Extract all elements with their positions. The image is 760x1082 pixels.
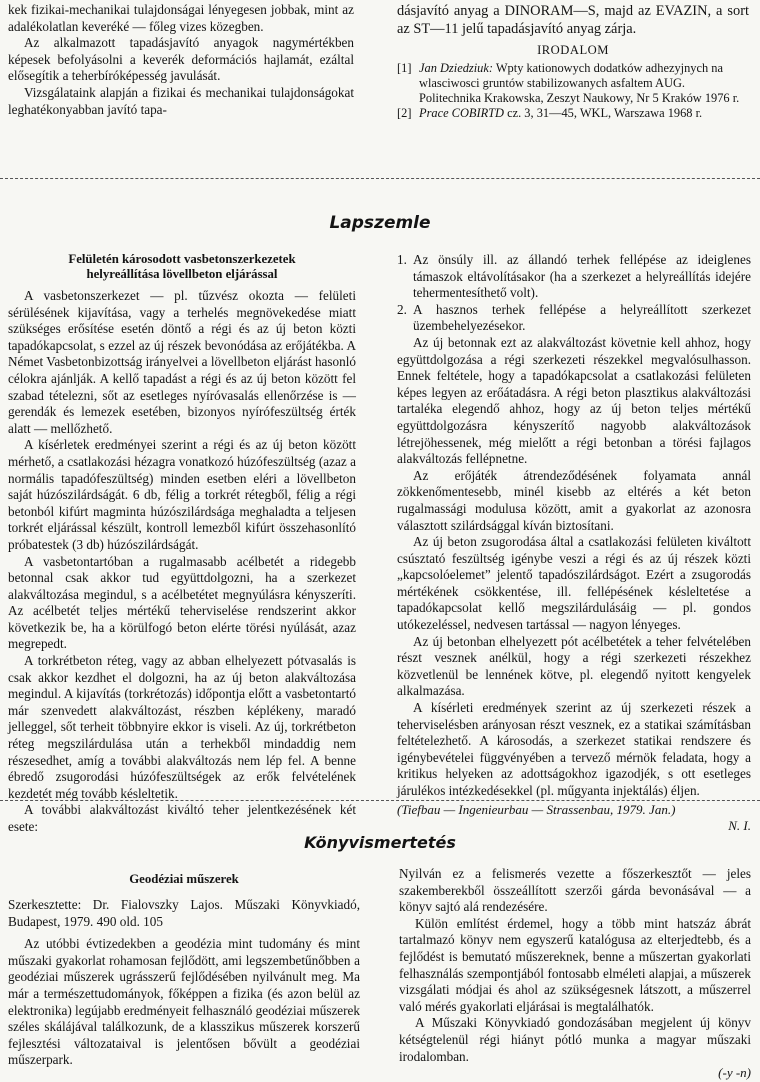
top-left-paragraph: Az alkalmazott tapadásjavító anyagok nagymértékben képesek befolyásolni a keverék deformációs hajlamát, ezáltal elősegítik a teherbíróképesség javulását. (8, 35, 354, 84)
top-left-column (8, 2, 354, 118)
lapszemle-paragraph: Az új betonban elhelyezett pót acélbetétek a teher felvételében részt vesznek anélkül, hogy a régi szerkezeti részekhez közvetlenül be lennének kötve, pl. elegendő nyitott kengyelek alkalmazása. (397, 633, 751, 699)
konyv-paragraph: Az utóbbi évtizedekben a geodézia mint tudomány és mint műszaki gyakorlat rohamosan fejlődött, ami legszembetűnőbben a geodéziai műszerek ugrásszerű fejlődésében nyilvánult meg. Ma már a természettudományok, főképpen a fizika (és azon belül az elektronika) legújabb eredményeit felhasználó geodéziai műszerek széles skálájával találkozunk, de a klasszikus műszerek korszerű fejlesztési változataival is jelentősen bővült a geodéziai műszerpark. (8, 936, 360, 1068)
article-source: (Tiefbau — Ingenieurbau — Strassenbau, 1979. Jan.) (397, 801, 676, 817)
list-item (397, 302, 751, 335)
konyv-paragraph: Külön említést érdemel, hogy a több mint hatszáz ábrát tartalmazó könyv nem egyszerű katalógusa az elterjedtebb, és a fejlődést is bemutató műszereknek, benne a műszertan gyakorlati felhasználás szempontjából fontosabb elméleti alapjai, a műszerek vizsgálati módjai és ahol az szükségesnek látszott, a műszerrel való mérés gyakorlati eljárásai is megtalálhatók. (399, 915, 751, 1014)
section-title-konyvismertetes: Könyvismertetés (304, 833, 456, 852)
lapszemle-paragraph: Az új beton zsugorodása által a csatlakozási felületen kiváltott csúsztató feszültség igénybe veszi a régi és az új részek közti „kapcsolóelemet” jelentő tapadószilárdságot. Ezért a zsugorodás mértékének csökkentése, ill. fellépésének késleltetése a tapadókapcsolat kellő megszilárdulásáig — pl. gondos utókezeléssel, nedvesen tartással — nagyon lényeges. (397, 534, 751, 633)
lapszemle-paragraph: A vasbetontartóban a rugalmasabb acélbetét a ridegebb betonnal csak akkor tud együttdolgozni, ha a szerkezet alakváltozása megindul, s a acélbetétet megnyúlásra kényszeríti. Az acélbetét teljes mértékű teherviselése rendszerint akkor következik be, ha a körülfogó beton elérte törési nyúlását, azaz megrepedt. (8, 553, 356, 652)
reference-text: cz. 3, 31—45, WKL, Warszawa 1968 r. (507, 106, 703, 121)
references-heading: IRODALOM (537, 43, 609, 57)
konyv-paragraph: A Műszaki Könyvkiadó gondozásában megjelent új könyv kétségtelenül régi hiányt pótló munka a magyar műszaki irodalomban. (399, 1015, 751, 1064)
top-left-paragraph: kek fizikai-mechanikai tulajdonságai lényegesen jobbak, mint az adalékolatlan keveréké — főleg vizes közegben. (8, 2, 354, 34)
list-text: A hasznos terhek fellépése a helyreállított szerkezet üzembehelyezésekor. (413, 301, 751, 334)
article-title-line: helyreállítása lövellbeton eljárással (86, 267, 278, 281)
list-number: 1. (397, 252, 407, 267)
konyv-left-column (8, 872, 360, 1069)
book-details: Szerkesztette: Dr. Fialovszky Lajos. Műszaki Könyvkiadó, Budapest, 1979. 490 old. 105 (8, 897, 360, 929)
reference-author: Jan Dziedziuk: (419, 60, 493, 75)
lapszemle-left-column (8, 252, 356, 836)
article-signature: N. I. (728, 818, 751, 834)
reference-author: Prace COBIRTD (419, 106, 504, 121)
reference-text: Wpty kationowych dodatków adhezyjnych na wlasciwosci gruntów stabilizowanych asfaltem AUG. Politechnika Krakowska, Zeszyt Naukowy, Nr 5 Kraków 1976 r. (419, 60, 740, 105)
lapszemle-paragraph: Az erőjáték átrendeződésének folyamata annál zökkenőmentesebb, minél kisebb az eltérés a két beton rugalmassági modulusa között, amit a gyakorlat az azonosra választott szilárdsággal kíván biztosítani. (397, 467, 751, 533)
list-item (397, 252, 751, 302)
list-text: Az önsúly ill. az állandó terhek fellépése az ideiglenes támaszok eltávolításakor (ha a szerkezet a helyreállítás idejére tehermentesíthető volt). (413, 252, 751, 301)
section-divider (0, 178, 760, 179)
lapszemle-paragraph: A kísérleti eredmények szerint az új szerkezeti részek a teherviselésben arányosan részt vesznek, ez a statikai számításban feltételezhető. A károsodás, a szerkezet statikai rendszere és igénybevételei függvényében a tervező mérnök feladata, hogy a kritikus helyeken az adottságokhoz igazodjék, s ott esetleges járulékos intézkedésekkel (pl. műgyanta injektálás) éljen. (397, 700, 751, 798)
lapszemle-paragraph: A torkrétbeton réteg, vagy az abban elhelyezett pótvasalás is csak akkor kezdhet el dolgozni, ha az új beton alakváltozása megindul. A kijavítás (torkrétozás) időpontja előtt a vasbetontartó már szenvedett alakváltozást, részben képlékeny, maradó jelleggel, sőt terheit többnyire ekkor is viseli. Az új, torkrétbeton réteg megszilárdulása után a terhekből mindaddig nem részesedhet, amíg a további alakváltozás nem lép fel. A benne ébredő zsugorodási húzófeszültségek az erők felvételének kezdetét még tovább késleltetik. (8, 653, 356, 801)
article-title-line: Felületén károsodott vasbetonszerkezetek (68, 252, 296, 266)
top-right-paragraph: dásjavító anyag a DINORAM—S, majd az EVAZIN, a sort az ST—11 jelű tapadásjavító anyag zárja. (397, 3, 749, 37)
lapszemle-paragraph: A kísérletek eredményei szerint a régi és az új beton között mérhető, a csatlakozási hézagra vonatkozó húzófeszültség (azaz a normális tapadófeszültség) minden esetben eléri a lövellbeton saját húzószilárdságát. 6 db, félig a torkrét rétegből, félig a régi betonból kifúrt magminta húzószilárdsága meghaladta a teljesen torkrét eljárással készült, kontroll lemezből kifúrt összehasonlító próbatestek (3 db) húzószilárdságát. (8, 437, 356, 552)
konyv-paragraph: Nyilván ez a felismerés vezette a főszerkesztőt — jeles szakemberekből összeállított szerzői gárda bevonásával — a könyv sajtó alá rendezésére. (399, 866, 751, 915)
article-title (8, 252, 356, 282)
article-title: Geodéziai műszerek (129, 872, 239, 886)
reference-item (397, 61, 749, 107)
lapszemle-paragraph: A további alakváltozást kiváltó teher jelentkezésének két esete: (8, 802, 356, 834)
section-title-lapszemle: Lapszemle (329, 213, 431, 233)
top-left-paragraph: Vizsgálataink alapján a fizikai és mechanikai tulajdonságokat leghatékonyabban javító tapa- (8, 84, 354, 117)
lapszemle-right-column (397, 252, 751, 835)
lapszemle-paragraph: Az új betonnak ezt az alakváltozást követnie kell ahhoz, hogy együttdolgozása a régi szerkezeti részekkel megvalósulhasson. Ennek feltétele, hogy a tapadókapcsolat a csatlakozási felületen képes legyen az erőátadásra. A régi beton plasztikus alakváltozási tartaléka elegendő ahhoz, hogy az új beton teljes mértékű együttdolgozásra kényszerítő nagyobb alakváltozások létrejöhessenek, még mielőtt a régi betonban a törési fajlagos alakváltozás fellépnetne. (397, 334, 751, 467)
reference-item (397, 106, 749, 121)
section-divider (0, 800, 760, 801)
konyv-right-column (399, 866, 751, 1082)
reference-number: [2] (397, 106, 412, 121)
lapszemle-paragraph: A vasbetonszerkezet — pl. tűzvész okozta — felületi sérülésének kijavítása, vagy a terhelés megnövekedése miatt szükséges erősítése esetén döntő a régi és az új beton közti tapadókapcsolat, s ezzel az új részek bevonódása az erőjátékba. A Német Vasbetonbizottság irányelvei a lövellbeton eljárást hasonló célokra ajánlják. A kellő tapadást a régi és az új beton között fel szabad tételezni, sőt az esetleges nyíróvasalás ellenőrzése is — gerendák és lemezek esetében, bizonyos nyírófeszültség érték alatt — mellőzhető. (8, 288, 356, 436)
reference-number: [1] (397, 60, 412, 75)
review-signature: (-y -n) (718, 1065, 751, 1081)
top-right-column (397, 2, 749, 121)
list-number: 2. (397, 301, 407, 317)
